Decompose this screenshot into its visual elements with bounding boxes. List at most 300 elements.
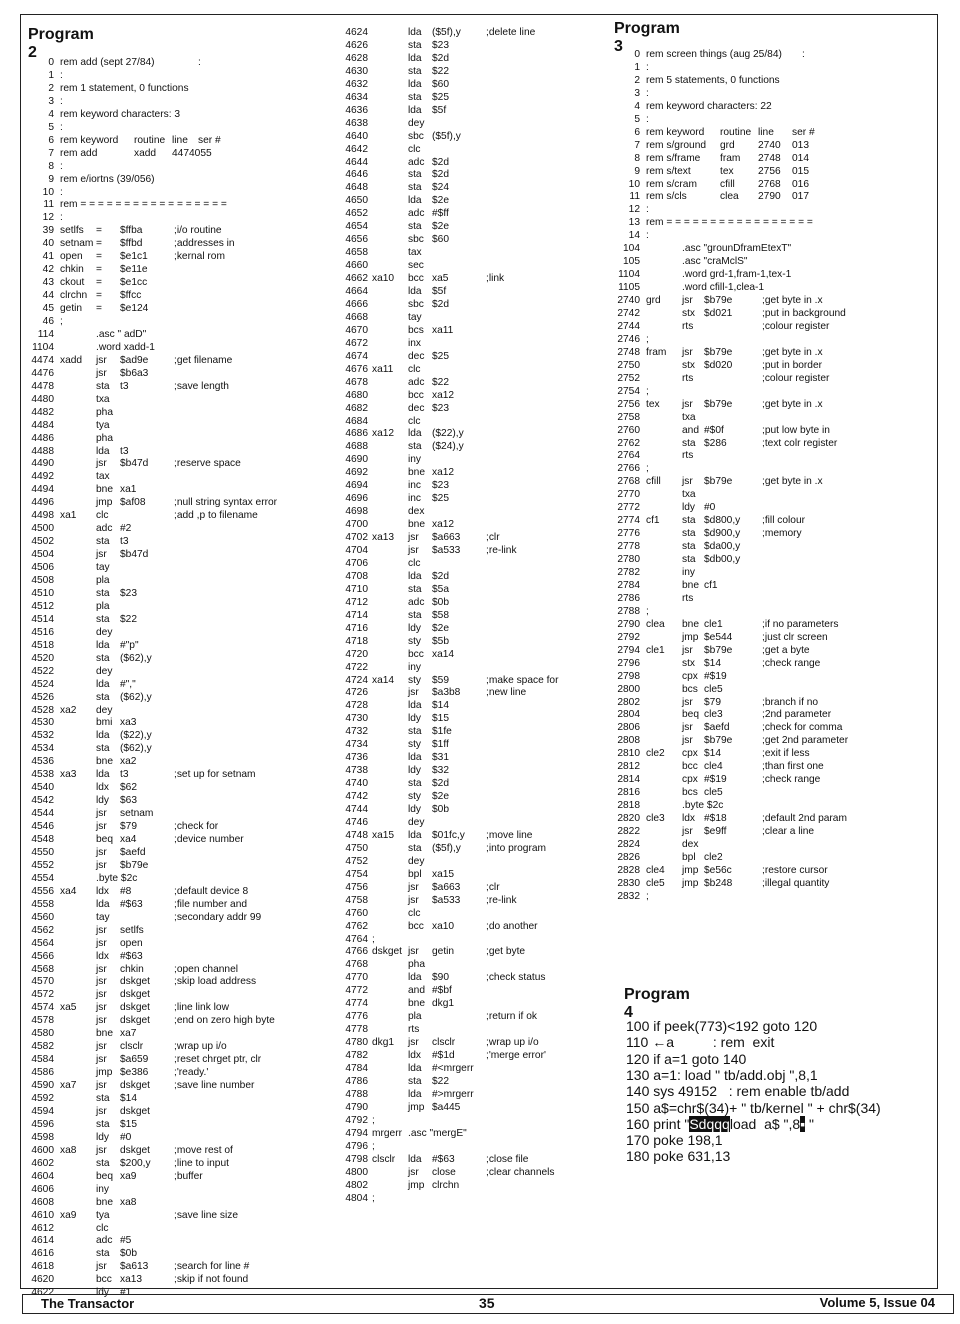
line-number: 2822 [617,826,640,837]
line-number: 2768 [617,476,640,488]
label: cle5 [646,877,665,889]
code-line [612,838,932,851]
code-line [340,168,612,181]
comment: ;reserve space [174,458,241,470]
comment: ;device number [174,834,244,845]
opcode: dec [408,402,425,414]
line-number: 4774 [345,998,368,1010]
line-number: 2808 [617,735,640,747]
code-line [340,492,612,505]
opcode: sta [682,515,696,527]
comment: ;restore cursor [762,864,828,876]
comment: ;delete line [486,27,536,38]
opcode: tay [408,311,422,323]
operand: clsclr [120,1041,144,1053]
code-line [612,488,932,501]
line-number: 4798 [345,1153,368,1165]
line-number: 4570 [31,976,54,988]
opcode: lda [408,752,422,764]
opcode: bne [96,484,113,496]
operand: $23 [432,39,449,51]
operand: $e9ff [704,826,727,837]
operand: 2790 [758,191,781,203]
comment: ;clear a line [762,826,815,837]
line-number: 4694 [345,480,368,492]
operand: $22 [432,65,449,77]
comment: ;save length [174,380,229,392]
code-line [26,626,326,639]
code-line [612,475,932,488]
opcode: lda [96,769,110,781]
line-number: 4546 [31,821,54,833]
code-line [612,333,932,346]
opcode: sta [96,743,110,755]
comment: ;new line [486,687,527,699]
line-number: 2828 [617,864,640,876]
code-line [26,1247,326,1260]
operand: $2d [432,169,449,181]
operand: $0b [432,596,449,608]
line-number: 4802 [345,1179,368,1191]
line-number: 2752 [617,372,640,384]
label: ; [372,1114,375,1126]
line-number: 4544 [31,808,54,820]
operand: $23 [120,587,137,599]
opcode: bne [96,756,113,768]
code-line [26,548,326,561]
line-number: 2758 [617,411,640,423]
code-line [340,1101,612,1114]
label: xa4 [60,885,77,897]
program-2-title: Program 2 [28,26,94,61]
operand: $a613 [120,1261,149,1273]
line-number: 4612 [31,1222,54,1234]
operand: ($22),y [120,730,152,742]
code-line [340,181,612,194]
opcode: bcs [682,787,698,799]
code-line [26,186,326,199]
operand: 4474055 [172,147,212,159]
opcode: lda [408,78,422,90]
line-number: 2760 [617,424,640,436]
opcode: rts [682,450,694,462]
code-line [612,385,932,398]
line-number: 4676 [345,363,368,375]
comment: ;end on zero high byte [174,1015,275,1027]
operand: $b79e [704,346,733,358]
line-number: 4574 [31,1002,54,1014]
line-number: 5 [48,121,54,133]
opcode: sta [682,437,696,449]
opcode: pla [96,575,110,586]
code-line [612,398,932,411]
line-number: 4638 [345,117,368,129]
code-line [612,268,932,281]
code-line [612,320,932,333]
code-line [340,298,612,311]
opcode: .word xadd-1 [96,341,155,353]
label: ; [646,463,649,475]
label: xa14 [372,674,395,686]
line-number: 4742 [345,791,368,803]
opcode: ldx [96,782,110,794]
opcode: lda [408,570,422,582]
label: dskget [372,946,403,958]
code-line [612,890,932,903]
label: rem screen things (aug 25/84) [646,49,782,60]
opcode: adc [96,523,113,535]
code-line [26,911,326,924]
comment: ;illegal quantity [762,877,830,889]
code-line [26,147,326,160]
line-number: 4644 [345,156,368,168]
operand: $2e [432,195,449,207]
operand: dskget [120,1002,151,1014]
line-number: 4782 [345,1050,368,1062]
opcode: lda [96,678,110,690]
code-line [26,56,326,69]
opcode: clc [408,557,421,569]
opcode: sta [408,842,422,854]
line-number: 4536 [31,756,54,768]
comment: 017 [792,191,809,203]
line-number: 4770 [345,972,368,984]
opcode: jsr [408,881,419,893]
label: : [646,204,649,216]
code-line [340,65,612,78]
line-number: 4528 [31,704,54,716]
opcode: .asc "craMclS" [682,256,748,268]
label: xa11 [372,363,394,375]
opcode: jmp [96,1067,113,1079]
opcode: and [408,985,425,997]
line-number: 4598 [31,1131,54,1143]
opcode: clc [408,143,421,155]
code-line [26,652,326,665]
comment: ;clr [486,532,500,544]
page-footer [22,1294,954,1314]
operand: open [120,937,143,949]
line-number: 0 [634,49,640,60]
comment: ;put in background [762,308,846,319]
code-line [340,945,612,958]
operand: $d021 [704,308,733,319]
basic-line: 170 poke 198,1 [626,1132,723,1149]
line-number: 4778 [345,1024,368,1036]
code-line [340,738,612,751]
opcode: = [96,238,102,250]
line-number: 4712 [345,596,368,608]
line-number: 4714 [345,609,368,621]
opcode: ldx [682,813,696,825]
operand: $af08 [120,497,146,509]
opcode: jsr [96,937,107,949]
line-number: 4488 [31,445,54,457]
code-line [612,579,932,592]
line-number: 4502 [31,536,54,548]
line-number: 4516 [31,626,54,638]
code-line [340,635,612,648]
code-line [26,445,326,458]
code-line [340,648,612,661]
line-number: 4760 [345,907,368,919]
opcode: sta [408,221,422,233]
label: xa2 [60,704,77,716]
basic-text: " [805,1115,815,1132]
operand: $a659 [120,1054,149,1066]
line-number: 4596 [31,1118,54,1130]
label: rem add (sept 27/84) [60,57,155,68]
code-line [612,87,932,100]
operand: $14 [704,657,721,669]
line-number: 4630 [345,65,368,77]
line-number: 4796 [345,1140,368,1152]
code-line [612,670,932,683]
code-line [26,1170,326,1183]
opcode: dey [96,665,113,677]
comment: ser # [792,126,815,138]
line-number: 4670 [345,324,368,336]
code-line [26,1157,326,1170]
operand: xa13 [120,1274,143,1286]
code-line [26,820,326,833]
opcode: sta [408,441,422,453]
opcode: lda [408,972,422,984]
code-line [340,881,612,894]
line-number: 2812 [617,761,640,773]
code-line [340,868,612,881]
comment: ;clear channels [486,1166,555,1178]
opcode: cpx [682,774,698,786]
opcode: tya [96,419,110,431]
operand: xa15 [432,868,455,880]
line-number: 2784 [617,579,640,591]
line-number: 2790 [617,618,640,630]
opcode: jsr [682,346,693,358]
operand: $5b [432,635,449,647]
code-line [26,367,326,380]
label: rem keyword characters: 3 [60,108,181,120]
operand: line [758,126,774,138]
label: mrgerr [372,1127,402,1139]
operand: ($24),y [432,441,464,453]
operand: xa12 [432,519,455,531]
label: xa7 [60,1080,77,1092]
line-number: 4560 [31,911,54,923]
line-number: 4734 [345,739,368,751]
operand: xa1 [120,484,137,496]
line-number: 4722 [345,661,368,673]
line-number: 4590 [31,1080,54,1092]
comment: ;do another [486,920,538,932]
opcode: jsr [408,1166,419,1178]
operand: $62 [120,782,137,794]
comment: ;kernal rom [174,251,225,263]
operand: $79 [120,821,137,833]
code-line [340,246,612,259]
operand: #>mrgerr [432,1088,474,1100]
code-line [26,328,326,341]
line-number: 0 [48,57,54,68]
code-line [26,768,326,781]
line-number: 2762 [617,437,640,449]
operand: $ad9e [120,354,149,366]
label: cle1 [646,644,665,656]
label: ; [372,933,375,945]
opcode: jsr [408,687,419,699]
line-number: 4776 [345,1011,368,1023]
opcode: sta [96,536,110,548]
line-number: 4606 [31,1183,54,1195]
comment: ;default device 8 [174,885,249,897]
code-line [340,997,612,1010]
operand: $01fc,y [432,829,465,841]
opcode: jsr [408,1037,419,1049]
operand: $ffba [120,225,143,237]
code-line [26,522,326,535]
code-line [612,100,932,113]
code-line [612,605,932,618]
label: rem keyword [646,126,705,138]
code-line [26,224,326,237]
opcode: sta [408,1075,422,1087]
line-number: 9 [48,173,54,185]
operand: $2d [432,778,449,790]
code-line [26,1183,326,1196]
label: rem s/ground [646,139,707,151]
code-line [26,276,326,289]
operand: cle5 [704,683,723,695]
code-line [340,389,612,402]
comment: ;into program [486,842,547,854]
operand: setnam [120,808,154,820]
line-number: 4754 [345,868,368,880]
opcode: rts [682,372,694,384]
code-line [340,1062,612,1075]
line-number: 2772 [617,502,640,514]
line-number: 4718 [345,635,368,647]
operand: $a3b8 [432,687,461,699]
opcode: jsr [682,696,693,708]
opcode: lda [408,104,422,116]
opcode: dex [682,838,699,850]
comment: ;addresses in [174,238,235,250]
label: xadd [60,354,83,366]
label: rem s/text [646,165,691,177]
line-number: 4692 [345,467,368,479]
code-line [612,553,932,566]
opcode: rts [408,1024,420,1036]
code-line [26,82,326,95]
label: rem keyword characters: 22 [646,100,772,112]
comment: ;get byte in .x [762,346,823,358]
line-number: 4656 [345,234,368,246]
opcode: sta [408,65,422,77]
operand: #0 [704,502,716,514]
code-line [612,799,932,812]
code-line [612,48,932,61]
comment: ;if no parameters [762,618,839,630]
line-number: 4582 [31,1041,54,1053]
program-3-title: Program 3 [614,20,680,55]
operand: $0b [120,1248,137,1260]
line-number: 2832 [617,890,640,902]
code-line [612,372,932,385]
line-number: 4628 [345,52,368,64]
operand: $b79e [704,735,733,747]
operand: $a533 [432,894,461,906]
basic-line: 120 if a=1 goto 140 [626,1050,747,1067]
code-line [612,592,932,605]
label: ; [60,316,63,327]
line-number: 4586 [31,1067,54,1079]
line-number: 2816 [617,787,640,799]
opcode: tax [408,247,422,259]
opcode: sbc [408,130,424,142]
code-line [612,734,932,747]
line-number: 4626 [345,39,368,51]
opcode: cpx [682,748,698,760]
operand: 2748 [758,152,781,164]
opcode: and [682,424,699,436]
comment: ;get byte in .x [762,398,823,410]
comment: ;wrap up i/o [486,1037,539,1049]
opcode: ldy [96,1131,110,1143]
operand: line [172,134,188,146]
code-line [26,457,326,470]
operand: $a445 [432,1101,461,1113]
opcode: tya [96,1209,110,1221]
label: clsclr [372,1153,396,1165]
opcode: jsr [682,295,693,307]
code-line [26,781,326,794]
line-number: 2824 [617,838,640,850]
code-line [26,315,326,328]
line-number: 4738 [345,765,368,777]
line-number: 4702 [345,532,368,544]
opcode: ldx [96,950,110,962]
opcode: lda [408,700,422,712]
operand: 2740 [758,139,781,151]
opcode: clc [408,415,421,427]
comment: ;re-link [486,894,517,906]
line-number: 10 [628,178,640,190]
opcode: cfill [720,178,735,190]
operand: setlfs [120,924,144,936]
line-number: 4704 [345,545,368,556]
code-line [26,755,326,768]
code-line [26,963,326,976]
code-line [26,354,326,367]
opcode: pla [408,1011,422,1023]
line-number: 4486 [31,432,54,444]
opcode: jsr [96,989,107,1001]
label: ; [372,1192,375,1204]
line-number: 4538 [31,769,54,781]
operand: $ffcc [120,290,142,302]
code-line [26,1260,326,1273]
opcode: bcs [682,683,698,695]
opcode: adc [408,208,425,220]
operand: $60 [432,234,449,246]
opcode: bcc [408,648,424,660]
operand: $31 [432,752,449,764]
basic-line-160 [626,1116,814,1132]
operand: #$63 [432,1153,455,1165]
operand: $5f [432,104,447,116]
operand: $b47d [120,458,149,470]
comment: ;null string syntax error [174,497,278,509]
